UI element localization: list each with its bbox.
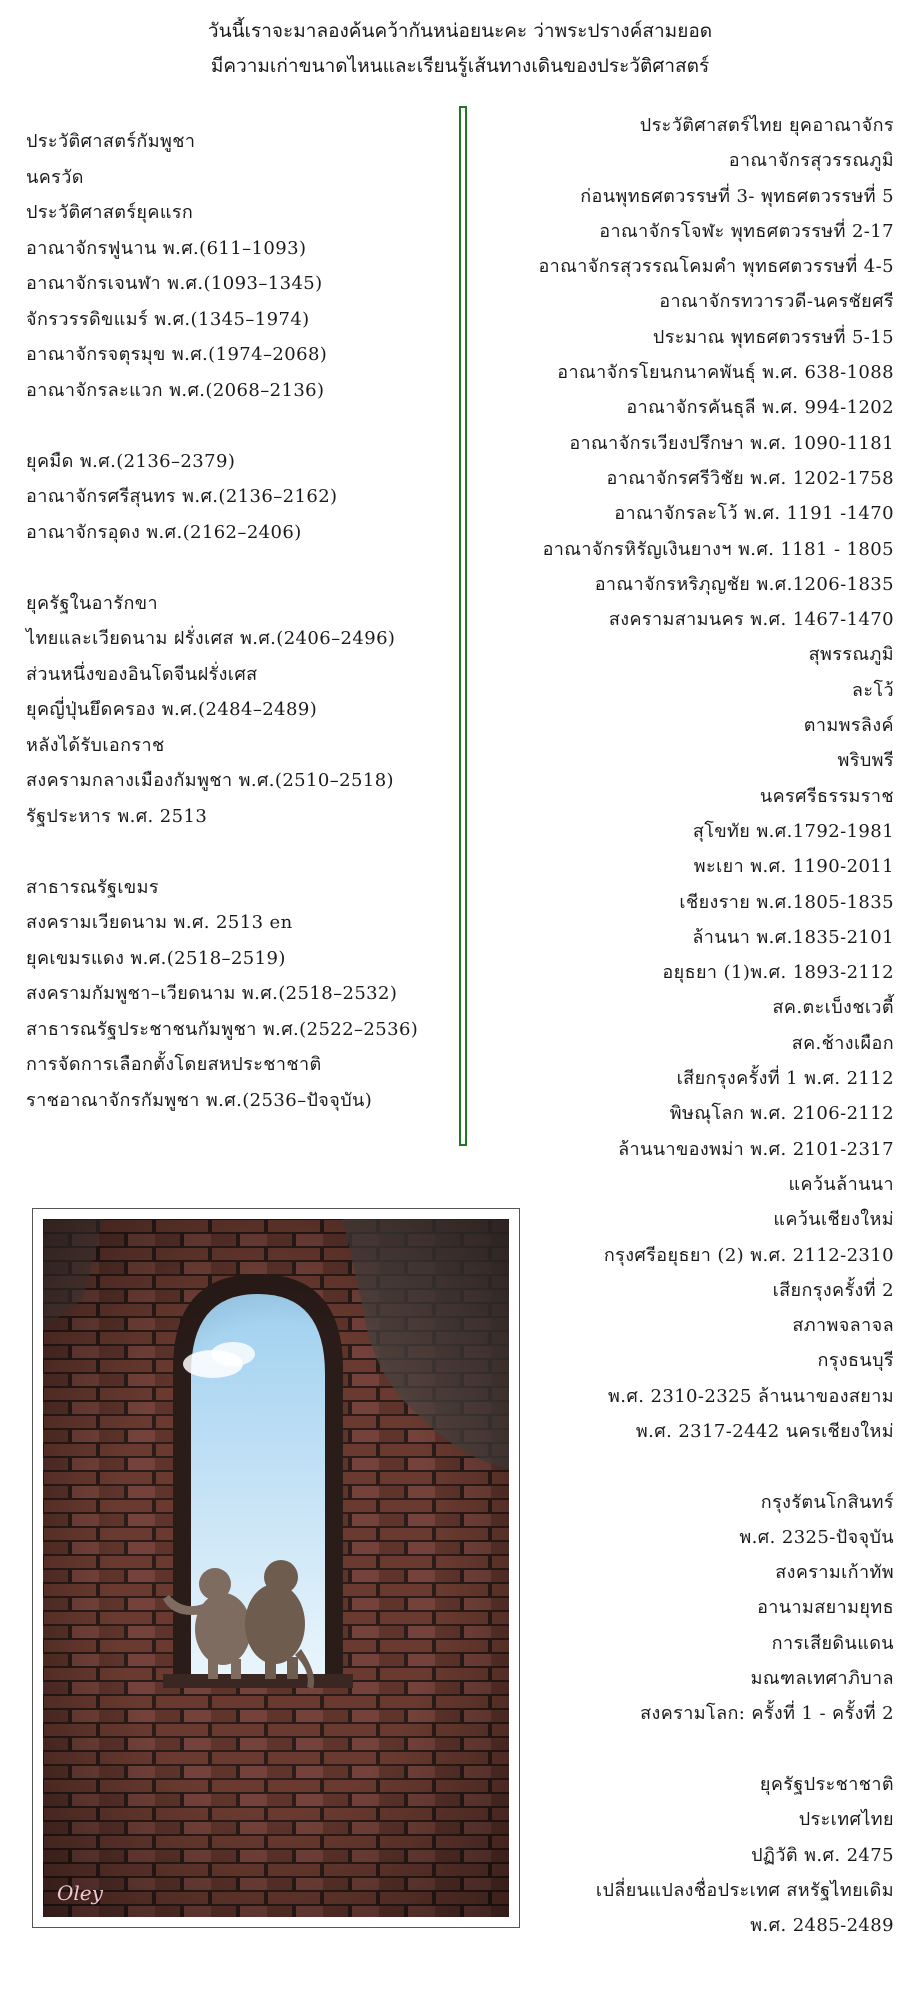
cambodia-history-entry xyxy=(26,550,466,586)
cambodia-history-entry: ราชอาณาจักรกัมพูชา พ.ศ.(2536–ปัจจุบัน) xyxy=(26,1089,373,1111)
thai-history-entry: อาณาจักรละโว้ พ.ศ. 1191 -1470 xyxy=(614,503,894,525)
cambodia-history-entry: ยุคเขมรแดง พ.ศ.(2518–2519) xyxy=(26,947,286,969)
cambodia-history-entry: ประวัติศาสตร์ยุคแรก xyxy=(26,202,194,223)
thai-history-entry: กรุงรัตนโกสินทร์ xyxy=(760,1491,894,1513)
thai-history-entry: เชียงราย พ.ศ.1805-1835 xyxy=(679,891,894,913)
thai-history-entry: พิษณุโลก พ.ศ. 2106-2112 xyxy=(669,1103,894,1125)
thai-history-entry: ล้านนาของพม่า พ.ศ. 2101-2317 xyxy=(618,1138,894,1160)
cambodia-history-entry: อาณาจักรศรีสุนทร พ.ศ.(2136–2162) xyxy=(26,486,338,507)
thai-history-entry: ก่อนพุทธศตวรรษที่ 3- พุทธศตวรรษที่ 5 xyxy=(580,185,894,207)
thai-history-entry: ประวัติศาสตร์ไทย ยุคอาณาจักร xyxy=(639,115,894,136)
thai-history-entry: อานามสยามยุทธ xyxy=(757,1597,894,1619)
thai-history-entry: อยุธยา (1)พ.ศ. 1893-2112 xyxy=(662,962,894,984)
thai-history-entry: อาณาจักรคันธุลี พ.ศ. 994-1202 xyxy=(626,397,894,419)
photo-illustration xyxy=(43,1219,509,1917)
cambodia-history-list xyxy=(26,124,466,1118)
thai-history-entry: อาณาจักรทวารวดี-นครชัยศรี xyxy=(659,291,894,313)
cambodia-history-entry: ส่วนหนึ่งของอินโดจีนฝรั่งเศส xyxy=(26,663,258,685)
photo-frame xyxy=(32,1208,520,1928)
thai-history-entry: มณฑลเทศาภิบาล xyxy=(750,1668,894,1690)
thai-history-entry: ตามพรลิงค์ xyxy=(803,715,894,737)
cambodia-history-entry: สงครามกลางเมืองกัมพูชา พ.ศ.(2510–2518) xyxy=(26,770,394,791)
cambodia-history-entry: อาณาจักรจตุรมุข พ.ศ.(1974–2068) xyxy=(26,344,328,365)
thai-history-entry: อาณาจักรโจฬะ พุทธศตวรรษที่ 2-17 xyxy=(599,220,894,242)
thai-history-entry: พ.ศ. 2485-2489 xyxy=(750,1915,894,1937)
thai-history-entry: สงครามโลก: ครั้งที่ 1 - ครั้งที่ 2 xyxy=(640,1703,894,1725)
thai-history-entry: แคว้นล้านนา xyxy=(788,1173,894,1195)
cambodia-history-entry: ยุคญี่ปุ่นยึดครอง พ.ศ.(2484–2489) xyxy=(26,699,318,720)
cambodia-history-entry: จักรวรรดิขแมร์ พ.ศ.(1345–1974) xyxy=(26,308,310,330)
cambodia-history-entry: การจัดการเลือกตั้งโดยสหประชาชาติ xyxy=(26,1054,322,1075)
cambodia-history-entry: หลังได้รับเอกราช xyxy=(26,734,165,756)
thai-history-entry: อาณาจักรสุวรรณภูมิ xyxy=(728,150,894,172)
thai-history-entry: พ.ศ. 2310-2325 ล้านนาของสยาม xyxy=(608,1385,894,1407)
thai-history-entry: อาณาจักรโยนกนาคพันธุ์ พ.ศ. 638-1088 xyxy=(557,362,894,384)
thai-history-entry: สุพรรณภูมิ xyxy=(808,644,894,666)
header-line-1: วันนี้เราจะมาลองค้นคว้ากันหน่อยนะคะ ว่าพระปรางค์สามยอด xyxy=(207,20,713,42)
thai-history-entry: ประมาณ พุทธศตวรรษที่ 5-15 xyxy=(652,326,894,348)
cambodia-history-entry: อาณาจักรเจนฬา พ.ศ.(1093–1345) xyxy=(26,273,323,294)
thai-history-entry: พ.ศ. 2325-ปัจจุบัน xyxy=(739,1526,894,1548)
thai-history-entry: ละโว้ xyxy=(851,679,894,701)
thai-history-entry: เสียกรุงครั้งที่ 2 xyxy=(772,1279,894,1301)
cambodia-history-entry: ยุคมืด พ.ศ.(2136–2379) xyxy=(26,450,236,472)
cambodia-history-entry xyxy=(26,408,466,444)
cambodia-history-entry xyxy=(26,834,466,870)
thai-history-entry: อาณาจักรหิรัญเงินยางฯ พ.ศ. 1181 - 1805 xyxy=(542,538,894,560)
cambodia-history-entry: รัฐประหาร พ.ศ. 2513 xyxy=(26,805,208,827)
cambodia-history-entry: อาณาจักรอุดง พ.ศ.(2162–2406) xyxy=(26,521,302,543)
thai-history-entry: อาณาจักรศรีวิชัย พ.ศ. 1202-1758 xyxy=(606,467,894,489)
cambodia-history-entry: อาณาจักรฟูนาน พ.ศ.(611–1093) xyxy=(26,237,307,259)
cambodia-history-entry: สาธารณรัฐเขมร xyxy=(26,876,159,898)
page-header xyxy=(0,14,920,84)
thai-history-entry: กรุงศรีอยุธยา (2) พ.ศ. 2112-2310 xyxy=(603,1244,894,1266)
cambodia-history-entry: ไทยและเวียดนาม ฝรั่งเศส พ.ศ.(2406–2496) xyxy=(26,628,396,649)
thai-history-entry: สภาพจลาจล xyxy=(792,1315,894,1337)
thai-history-entry: พ.ศ. 2317-2442 นครเชียงใหม่ xyxy=(635,1420,894,1442)
thai-history-entry xyxy=(454,1732,894,1767)
thai-history-entry: สงครามสามนคร พ.ศ. 1467-1470 xyxy=(608,609,894,631)
thai-history-entry: นครศรีธรรมราช xyxy=(759,785,894,807)
thai-history-entry: เปลี่ยนแปลงชื่อประเทศ สหรัฐไทยเดิม xyxy=(595,1879,894,1901)
thai-history-entry: เสียกรุงครั้งที่ 1 พ.ศ. 2112 xyxy=(676,1068,894,1090)
thai-history-entry: สุโขทัย พ.ศ.1792-1981 xyxy=(692,820,894,842)
thai-history-entry: สงครามเก้าทัพ xyxy=(775,1562,894,1584)
thai-history-entry: แคว้นเชียงใหม่ xyxy=(773,1209,894,1231)
cambodia-history-entry: สงครามกัมพูชา–เวียดนาม พ.ศ.(2518–2532) xyxy=(26,983,398,1004)
cambodia-history-entry: ยุครัฐในอารักขา xyxy=(26,592,158,614)
cambodia-history-entry: นครวัด xyxy=(26,166,84,188)
thai-history-entry: อาณาจักรเวียงปรึกษา พ.ศ. 1090-1181 xyxy=(569,432,894,454)
thai-history-entry: พริบพรี xyxy=(837,750,894,772)
thai-history-entry: อาณาจักรหริภุญชัย พ.ศ.1206-1835 xyxy=(594,573,894,595)
monkeys-window-photo xyxy=(43,1219,509,1917)
header-line-2: มีความเก่าขนาดไหนและเรียนรู้เส้นทางเดินของประวัติศาสตร์ xyxy=(210,55,710,77)
thai-history-entry: ประเทศไทย xyxy=(798,1809,894,1831)
thai-history-entry xyxy=(454,1449,894,1484)
thai-history-entry: การเสียดินแดน xyxy=(771,1632,894,1654)
thai-history-entry: ปฏิวัติ พ.ศ. 2475 xyxy=(751,1844,894,1866)
photographer-signature: Oley xyxy=(57,1881,103,1905)
thai-history-entry: พะเยา พ.ศ. 1190-2011 xyxy=(693,856,894,878)
thai-history-entry: กรุงธนบุรี xyxy=(817,1350,894,1372)
thai-history-entry: สค.ช้างเผือก xyxy=(791,1032,894,1054)
cambodia-history-entry: สงครามเวียดนาม พ.ศ. 2513 en xyxy=(26,912,293,933)
thai-history-entry: สค.ตะเบ็งชเวตี้ xyxy=(772,997,894,1019)
thai-history-entry: ล้านนา พ.ศ.1835-2101 xyxy=(692,926,894,948)
thai-history-entry: ยุครัฐประชาชาติ xyxy=(759,1773,894,1795)
cambodia-history-entry: อาณาจักรละแวก พ.ศ.(2068–2136) xyxy=(26,379,325,401)
cambodia-history-entry: ประวัติศาสตร์กัมพูชา xyxy=(26,131,196,152)
thai-history-entry: อาณาจักรสุวรรณโคมคำ พุทธศตวรรษที่ 4-5 xyxy=(538,256,894,278)
thai-history-list xyxy=(454,108,894,1943)
cambodia-history-entry: สาธารณรัฐประชาชนกัมพูชา พ.ศ.(2522–2536) xyxy=(26,1018,419,1040)
